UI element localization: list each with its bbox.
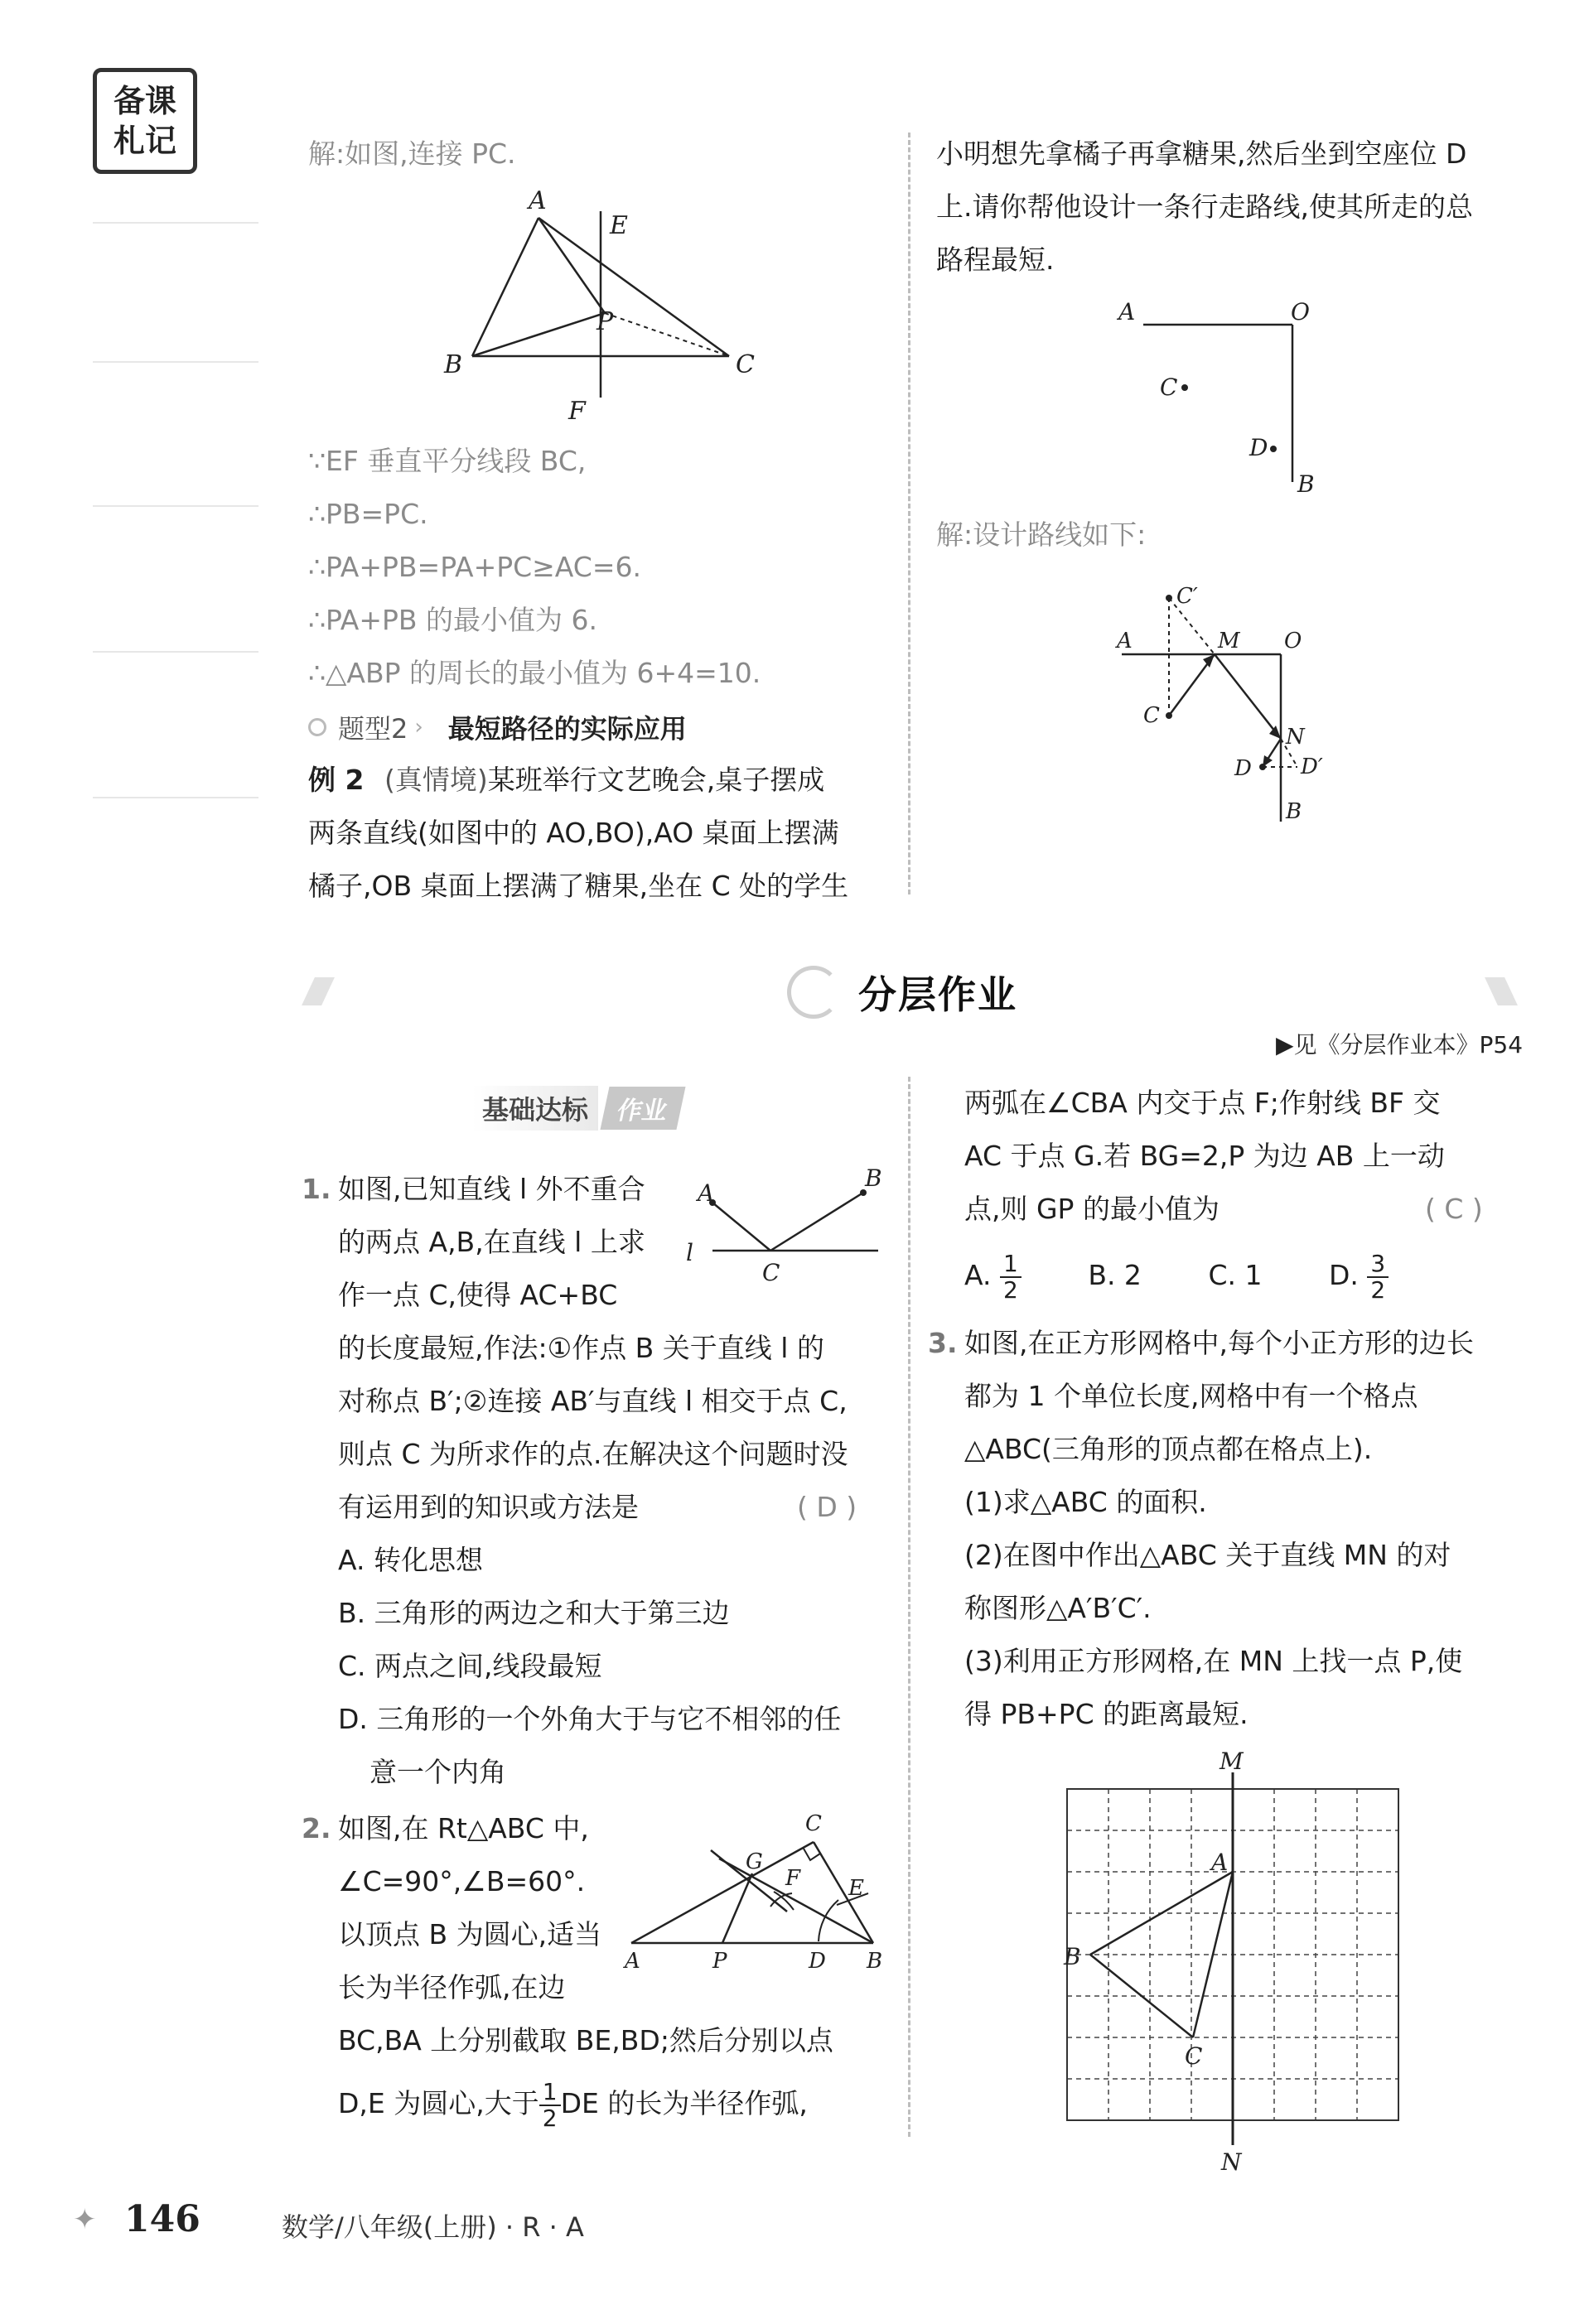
fig3-label-d-prime: D′ xyxy=(1301,755,1323,779)
q1-fig-label-b: B xyxy=(865,1164,882,1192)
q2-fig-label-f: F xyxy=(785,1866,801,1891)
fig2-label-c: C xyxy=(1160,374,1178,401)
q2-fraction-denominator: 2 xyxy=(542,2104,558,2132)
type-header xyxy=(308,702,687,752)
solution-route: 解:设计路线如下: xyxy=(936,518,1147,551)
fig3-label-c-prime: C′ xyxy=(1176,584,1198,609)
chevron-right-icon: › xyxy=(414,715,423,740)
q1-line-1: 如图,已知直线 l 外不重合 xyxy=(338,1173,645,1205)
q2-fraction xyxy=(539,2077,561,2132)
q2-cont-line-1: 两弧在∠CBA 内交于点 F;作射线 BF 交 xyxy=(964,1087,1441,1119)
figure-route-solution xyxy=(1102,573,1367,838)
q3-fig-label-a: A xyxy=(1211,1849,1229,1876)
section-deco-left xyxy=(302,977,335,1005)
q3-line-1: 如图,在正方形网格中,每个小正方形的边长 xyxy=(964,1327,1474,1359)
fig2-label-d: D xyxy=(1249,434,1268,461)
q1-line-7: 有运用到的知识或方法是 xyxy=(338,1491,639,1523)
q1-option-c: C. 两点之间,线段最短 xyxy=(338,1650,602,1682)
subsection-tag: 作业 xyxy=(600,1087,685,1130)
q3-fig-label-m: M xyxy=(1220,1748,1244,1775)
q2-option-a: A. $\frac{1}{2}$ xyxy=(964,1259,1022,1291)
example-cont-line-3: 路程最短. xyxy=(936,243,1055,276)
q2-option-a-fraction: $\frac{1}{2}$ xyxy=(1000,1251,1022,1303)
page-number: 146 xyxy=(124,2198,200,2240)
notes-stamp xyxy=(93,68,197,174)
fig2-label-o: O xyxy=(1291,298,1310,325)
q2-line-6 xyxy=(338,2071,808,2137)
fig1-label-c: C xyxy=(736,350,755,379)
solution-line-2: ∴PB=PC. xyxy=(308,498,428,530)
solution-line-4: ∴PA+PB 的最小值为 6. xyxy=(308,604,598,636)
section-ref: ▶见《分层作业本》P54 xyxy=(1276,1031,1524,1058)
q1-line-4: 的长度最短,作法:①作点 B 关于直线 l 的 xyxy=(338,1332,824,1364)
q3-line-4: (1)求△ABC 的面积. xyxy=(964,1486,1207,1518)
q1-line-3: 作一点 C,使得 AC+BC xyxy=(338,1279,618,1311)
q2-options xyxy=(964,1242,1389,1309)
q2-fig-label-d: D xyxy=(809,1949,826,1974)
q3-line-2: 都为 1 个单位长度,网格中有一个格点 xyxy=(964,1380,1418,1412)
example-line-2: 两条直线(如图中的 AO,BO),AO 桌面上摆满 xyxy=(308,817,839,849)
q2-cont-line-3: 点,则 GP 的最小值为 xyxy=(964,1193,1220,1225)
q2-line-5: BC,BA 上分别截取 BE,BD;然后分别以点 xyxy=(338,2024,833,2056)
q3-line-7: (3)利用正方形网格,在 MN 上找一点 P,使 xyxy=(964,1645,1463,1677)
q2-line-6-post: DE 的长为半径作弧, xyxy=(560,2087,808,2119)
q2-fig-label-c: C xyxy=(805,1811,822,1836)
type-tag: 题型2 xyxy=(338,713,408,745)
example-text-1: 某班举行文艺晚会,桌子摆成 xyxy=(487,764,825,796)
q2-answer: ( C ) xyxy=(1425,1193,1483,1225)
fig1-label-p: P xyxy=(596,307,614,336)
q2-line-1: 如图,在 Rt△ABC 中, xyxy=(338,1812,589,1844)
type-title: 最短路径的实际应用 xyxy=(447,713,687,745)
figure-q2-right-triangle xyxy=(621,1802,895,1976)
footer-deco-icon: ✦ xyxy=(73,2203,97,2236)
example-source: (真情境) xyxy=(384,764,488,796)
subsection-label: 基础达标 xyxy=(472,1086,598,1131)
q1-option-b: B. 三角形的两边之和大于第三边 xyxy=(338,1597,730,1629)
solution-line-1: ∵EF 垂直平分线段 BC, xyxy=(308,445,587,477)
q3-fig-label-n: N xyxy=(1221,2148,1242,2176)
example-cont-line-1: 小明想先拿橘子再拿糖果,然后坐到空座位 D xyxy=(936,137,1467,170)
example-line-3: 橘子,OB 桌面上摆满了糖果,坐在 C 处的学生 xyxy=(308,870,849,902)
figure-q1-reflection xyxy=(679,1160,886,1292)
figure-tables-layout xyxy=(1110,290,1342,505)
q1-answer: ( D ) xyxy=(797,1491,857,1523)
q1-fig-label-l: l xyxy=(686,1239,693,1266)
q1-fig-label-a: A xyxy=(698,1179,715,1207)
fig3-label-c: C xyxy=(1143,703,1160,728)
q2-line-2: ∠C=90°,∠B=60°. xyxy=(338,1865,586,1897)
q2-fig-label-g: G xyxy=(746,1849,763,1874)
q1-option-d-cont: 意一个内角 xyxy=(369,1756,506,1788)
fig3-label-n: N xyxy=(1286,725,1305,750)
subsection-header xyxy=(472,1085,681,1131)
section-header xyxy=(787,959,1017,1025)
q2-number: 2. xyxy=(302,1812,331,1844)
q1-line-6: 则点 C 为所求作的点.在解决这个问题时没 xyxy=(338,1438,848,1470)
q3-number: 3. xyxy=(928,1327,958,1359)
q2-line-3: 以顶点 B 为圆心,适当 xyxy=(338,1918,602,1950)
column-divider-top xyxy=(908,133,910,894)
q3-fig-label-b: B xyxy=(1064,1943,1081,1970)
fig3-label-o: O xyxy=(1284,629,1302,653)
q1-line-2: 的两点 A,B,在直线 l 上求 xyxy=(338,1226,645,1258)
type-tag-icon xyxy=(308,718,326,736)
fig1-label-b: B xyxy=(444,350,463,379)
solution-intro: 解:如图,连接 PC. xyxy=(308,137,516,170)
q3-line-3: △ABC(三角形的顶点都在格点上). xyxy=(964,1433,1373,1465)
q2-option-c: C. 1 xyxy=(1208,1259,1263,1291)
example-cont-line-2: 上.请你帮他设计一条行走路线,使其所走的总 xyxy=(936,190,1473,223)
fig3-label-a: A xyxy=(1117,629,1133,653)
q3-fig-label-c: C xyxy=(1185,2042,1203,2070)
q2-line-4: 长为半径作弧,在边 xyxy=(338,1971,566,2003)
section-title: 分层作业 xyxy=(858,972,1017,1017)
example-label: 例 2 xyxy=(308,764,365,796)
q3-line-5: (2)在图中作出△ABC 关于直线 MN 的对 xyxy=(964,1539,1451,1571)
q2-line-6-pre: D,E 为圆心,大于 xyxy=(338,2087,539,2119)
q3-line-6: 称图形△A′B′C′. xyxy=(964,1592,1152,1624)
q1-option-d: D. 三角形的一个外角大于与它不相邻的任 xyxy=(338,1703,842,1735)
example-line-1 xyxy=(308,754,824,807)
notes-stamp-text: 备课札记 xyxy=(113,83,176,159)
section-deco-right xyxy=(1485,977,1518,1005)
section-circle-icon xyxy=(787,966,840,1019)
fig1-label-e: E xyxy=(610,211,628,240)
figure-q3-grid xyxy=(1052,1748,1417,2178)
q2-fig-label-e: E xyxy=(848,1876,864,1901)
column-divider-bottom xyxy=(908,1077,910,2137)
q2-option-b: B. 2 xyxy=(1088,1259,1142,1291)
fig2-label-a: A xyxy=(1118,298,1136,325)
q2-fig-label-b: B xyxy=(867,1949,883,1974)
fig3-label-d: D xyxy=(1234,756,1252,781)
solution-line-3: ∴PA+PB=PA+PC≥AC=6. xyxy=(308,551,641,583)
q2-fraction-numerator: 1 xyxy=(539,2080,561,2106)
q2-option-d: D. $\frac{3}{2}$ xyxy=(1329,1259,1389,1291)
q1-option-a: A. 转化思想 xyxy=(338,1544,483,1576)
q1-number: 1. xyxy=(302,1173,331,1205)
q2-option-d-fraction: $\frac{3}{2}$ xyxy=(1367,1251,1389,1303)
fig1-label-f: F xyxy=(568,397,586,426)
fig2-label-b: B xyxy=(1297,470,1315,498)
q2-fig-label-a: A xyxy=(625,1949,640,1974)
q3-line-8: 得 PB+PC 的距离最短. xyxy=(964,1698,1248,1730)
figure-triangle-perpendicular-bisector xyxy=(439,182,770,431)
solution-line-5: ∴△ABP 的周长的最小值为 6+4=10. xyxy=(308,657,761,689)
q2-cont-line-2: AC 于点 G.若 BG=2,P 为边 AB 上一动 xyxy=(964,1140,1445,1172)
q1-line-5: 对称点 B′;②连接 AB′与直线 l 相交于点 C, xyxy=(338,1385,848,1417)
fig1-label-a: A xyxy=(529,186,547,215)
q2-fig-label-p: P xyxy=(712,1949,727,1974)
q1-fig-label-c: C xyxy=(762,1259,780,1286)
fig3-label-m: M xyxy=(1218,629,1240,653)
book-title: 数学/八年级(上册) · R · A xyxy=(282,2211,584,2243)
fig3-label-b: B xyxy=(1286,799,1302,824)
